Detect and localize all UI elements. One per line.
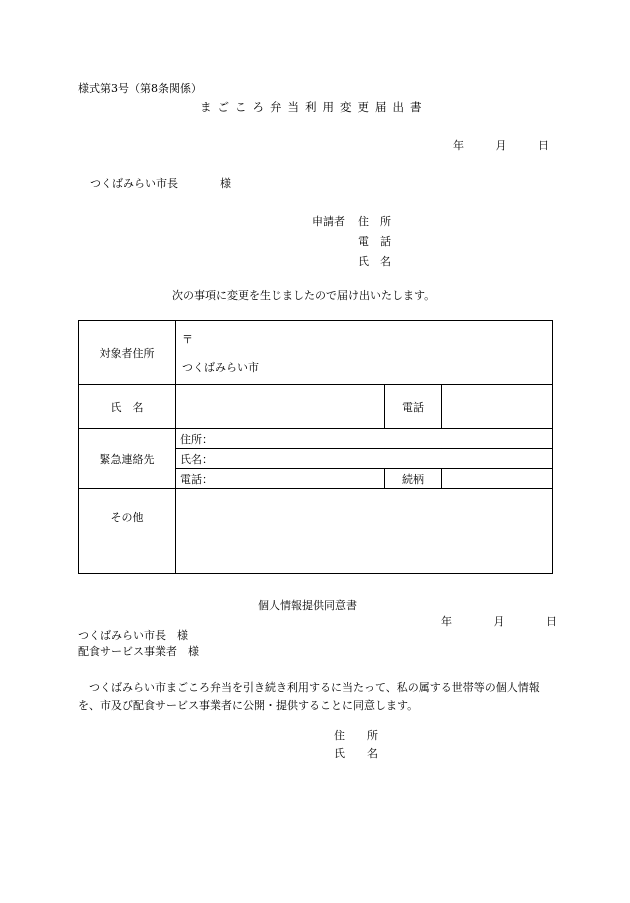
applicant-address-label: 住 所 bbox=[358, 215, 391, 228]
mayor-title: つくばみらい市長 bbox=[90, 177, 178, 190]
consent-date-year: 年 bbox=[441, 615, 452, 628]
relationship-label: 続柄 bbox=[385, 469, 442, 489]
consent-date-day: 日 bbox=[546, 615, 557, 628]
consent-signer bbox=[334, 727, 378, 763]
phone-label: 電話 bbox=[385, 385, 442, 429]
date-year: 年 bbox=[453, 139, 464, 152]
emergency-name-field[interactable] bbox=[176, 449, 553, 469]
consent-date bbox=[441, 613, 557, 629]
emergency-phone-label: 電話： bbox=[180, 472, 213, 486]
relationship-field[interactable] bbox=[442, 469, 553, 489]
postal-mark: 〒 bbox=[182, 332, 193, 346]
date-day: 日 bbox=[538, 139, 549, 152]
emergency-phone-field[interactable] bbox=[176, 469, 385, 489]
honorific: 様 bbox=[220, 177, 231, 190]
consent-addressees bbox=[78, 628, 199, 660]
addressee-line bbox=[90, 175, 231, 191]
consent-addressee-provider: 配食サービス事業者 様 bbox=[78, 645, 199, 658]
applicant-name-label: 氏 名 bbox=[358, 255, 391, 268]
applicant-label: 申請者 bbox=[312, 215, 345, 228]
consent-addressee-mayor: つくばみらい市長 様 bbox=[78, 629, 188, 642]
consent-body: つくばみらい市まごころ弁当を引き続き利用するに当たって、私の属する世帯等の個人情報を、市及び配食サービス事業者に公開・提供することに同意します。 bbox=[78, 681, 540, 712]
document-title: まごころ弁当利用変更届出書 bbox=[200, 100, 428, 114]
intro-text: 次の事項に変更を生じましたので届け出いたします。 bbox=[172, 289, 436, 302]
emergency-address-label: 住所： bbox=[180, 432, 213, 446]
name-label: 氏 名 bbox=[79, 385, 176, 429]
emergency-contact-label: 緊急連絡先 bbox=[79, 429, 176, 489]
change-form-table bbox=[78, 320, 553, 574]
consent-name-label: 氏 名 bbox=[334, 747, 378, 760]
emergency-address-field[interactable] bbox=[176, 429, 553, 449]
city-name: つくばみらい市 bbox=[182, 360, 259, 374]
name-field[interactable] bbox=[176, 385, 385, 429]
phone-field[interactable] bbox=[442, 385, 553, 429]
applicant-phone-label: 電 話 bbox=[358, 235, 391, 248]
target-address-field[interactable] bbox=[176, 321, 553, 385]
date-month: 月 bbox=[495, 139, 507, 152]
emergency-name-label: 氏名： bbox=[180, 452, 213, 466]
form-number: 様式第3号（第8条関係） bbox=[78, 82, 202, 95]
target-address-label: 対象者住所 bbox=[79, 321, 176, 385]
consent-date-month: 月 bbox=[493, 615, 505, 628]
consent-title: 個人情報提供同意書 bbox=[258, 599, 357, 612]
submission-date bbox=[453, 137, 549, 153]
consent-address-label: 住 所 bbox=[334, 729, 378, 742]
other-label: その他 bbox=[79, 489, 176, 574]
other-field[interactable] bbox=[176, 489, 553, 574]
applicant-block bbox=[312, 212, 391, 272]
